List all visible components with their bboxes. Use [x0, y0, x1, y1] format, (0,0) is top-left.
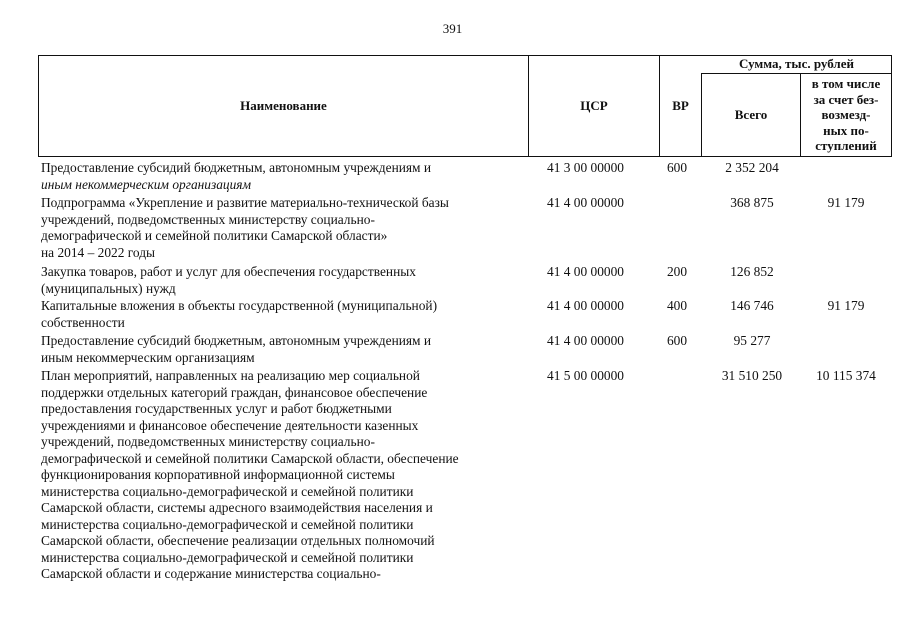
row-csr: 41 4 00 00000 — [547, 264, 624, 279]
header-csr: ЦСР — [580, 98, 608, 113]
row-name-line: министерства социально-демографической и семейной политики — [41, 483, 414, 499]
row-total: 126 852 — [730, 264, 774, 279]
row-name-line: учреждениями и финансовое обеспечение деятельности казенных — [41, 417, 419, 433]
row-total: 95 277 — [733, 333, 771, 348]
header-gratis — [801, 74, 891, 156]
row-name-line: демографической и семейной политики Самарской области, обеспечение — [41, 450, 459, 466]
row-name — [41, 333, 531, 366]
row-csr: 41 4 00 00000 — [547, 333, 624, 348]
row-name-line: учреждений, подведомственных министерству социально- — [41, 434, 375, 449]
row-vr: 400 — [666, 298, 688, 313]
row-vr: 200 — [666, 264, 688, 279]
row-name-line: Подпрограмма «Укрепление и развитие материально-технической базы — [41, 195, 449, 210]
row-name-line: министерства социально-демографической и семейной политики — [41, 549, 414, 565]
row-name-line: иным некоммерческим организациям — [41, 349, 255, 365]
row-name-line: Закупка товаров, работ и услуг для обеспечения государственных — [41, 264, 416, 279]
page-number: 391 — [442, 21, 463, 36]
row-name-line: Капитальные вложения в объекты государственной (муниципальной) — [41, 298, 438, 313]
row-gratis: 91 179 — [827, 298, 865, 313]
row-name — [41, 298, 531, 331]
row-total: 2 352 204 — [725, 160, 779, 175]
row-name — [41, 264, 531, 297]
row-gratis: 10 115 374 — [816, 368, 876, 383]
row-csr: 41 4 00 00000 — [547, 298, 624, 313]
row-name-line: План мероприятий, направленных на реализацию мер социальной — [41, 368, 420, 383]
row-name-line: демографической и семейной политики Самарской области» — [41, 228, 388, 243]
row-name — [41, 368, 531, 583]
row-name-line: собственности — [41, 314, 125, 330]
row-name-line: министерства социально-демографической и семейной политики — [41, 516, 414, 532]
header-sum-group: Сумма, тыс. рублей — [739, 56, 854, 71]
row-name-line: функционирования корпоративной информационной системы — [41, 467, 395, 482]
row-total: 31 510 250 — [721, 368, 783, 383]
row-csr: 41 5 00 00000 — [547, 368, 624, 383]
row-name-line: иным некоммерческим организациям — [41, 176, 252, 192]
row-name-line: предоставления государственных услуг и работ бюджетными — [41, 401, 392, 416]
row-name-line: Самарской области и содержание министерства социально- — [41, 566, 381, 581]
row-name-line: на 2014 – 2022 годы — [41, 244, 156, 260]
row-name-line: Предоставление субсидий бюджетным, автономным учреждениям и — [41, 333, 432, 348]
row-csr: 41 4 00 00000 — [547, 195, 624, 210]
row-name-line: Самарской области, системы адресного взаимодействия населения и — [41, 500, 433, 515]
row-vr: 600 — [666, 160, 688, 175]
row-name-line: (муниципальных) нужд — [41, 280, 176, 296]
row-name-line: учреждений, подведомственных министерству социально- — [41, 211, 375, 227]
row-csr: 41 3 00 00000 — [547, 160, 624, 175]
row-name-line: Самарской области, обеспечение реализации отдельных полномочий — [41, 533, 435, 548]
row-name — [41, 195, 531, 261]
header-gratis-line: за счет без- — [813, 91, 879, 107]
table-header — [38, 55, 892, 157]
header-gratis-line: ступлений — [815, 138, 877, 154]
row-name-line: Предоставление субсидий бюджетным, автономным учреждениям и — [41, 160, 432, 175]
row-total: 146 746 — [730, 298, 774, 313]
header-total: Всего — [734, 107, 768, 122]
row-gratis: 91 179 — [827, 195, 865, 210]
header-gratis-line: возмезд- — [821, 107, 871, 123]
row-vr: 600 — [666, 333, 688, 348]
header-gratis-line: ных по- — [823, 122, 869, 138]
header-name: Наименование — [240, 98, 327, 113]
row-name-line: поддержки отдельных категорий граждан, финансовое обеспечение — [41, 384, 428, 400]
row-total: 368 875 — [730, 195, 774, 210]
row-name — [41, 160, 531, 193]
header-vr: ВР — [672, 98, 689, 113]
header-gratis-line: в том числе — [811, 76, 881, 92]
